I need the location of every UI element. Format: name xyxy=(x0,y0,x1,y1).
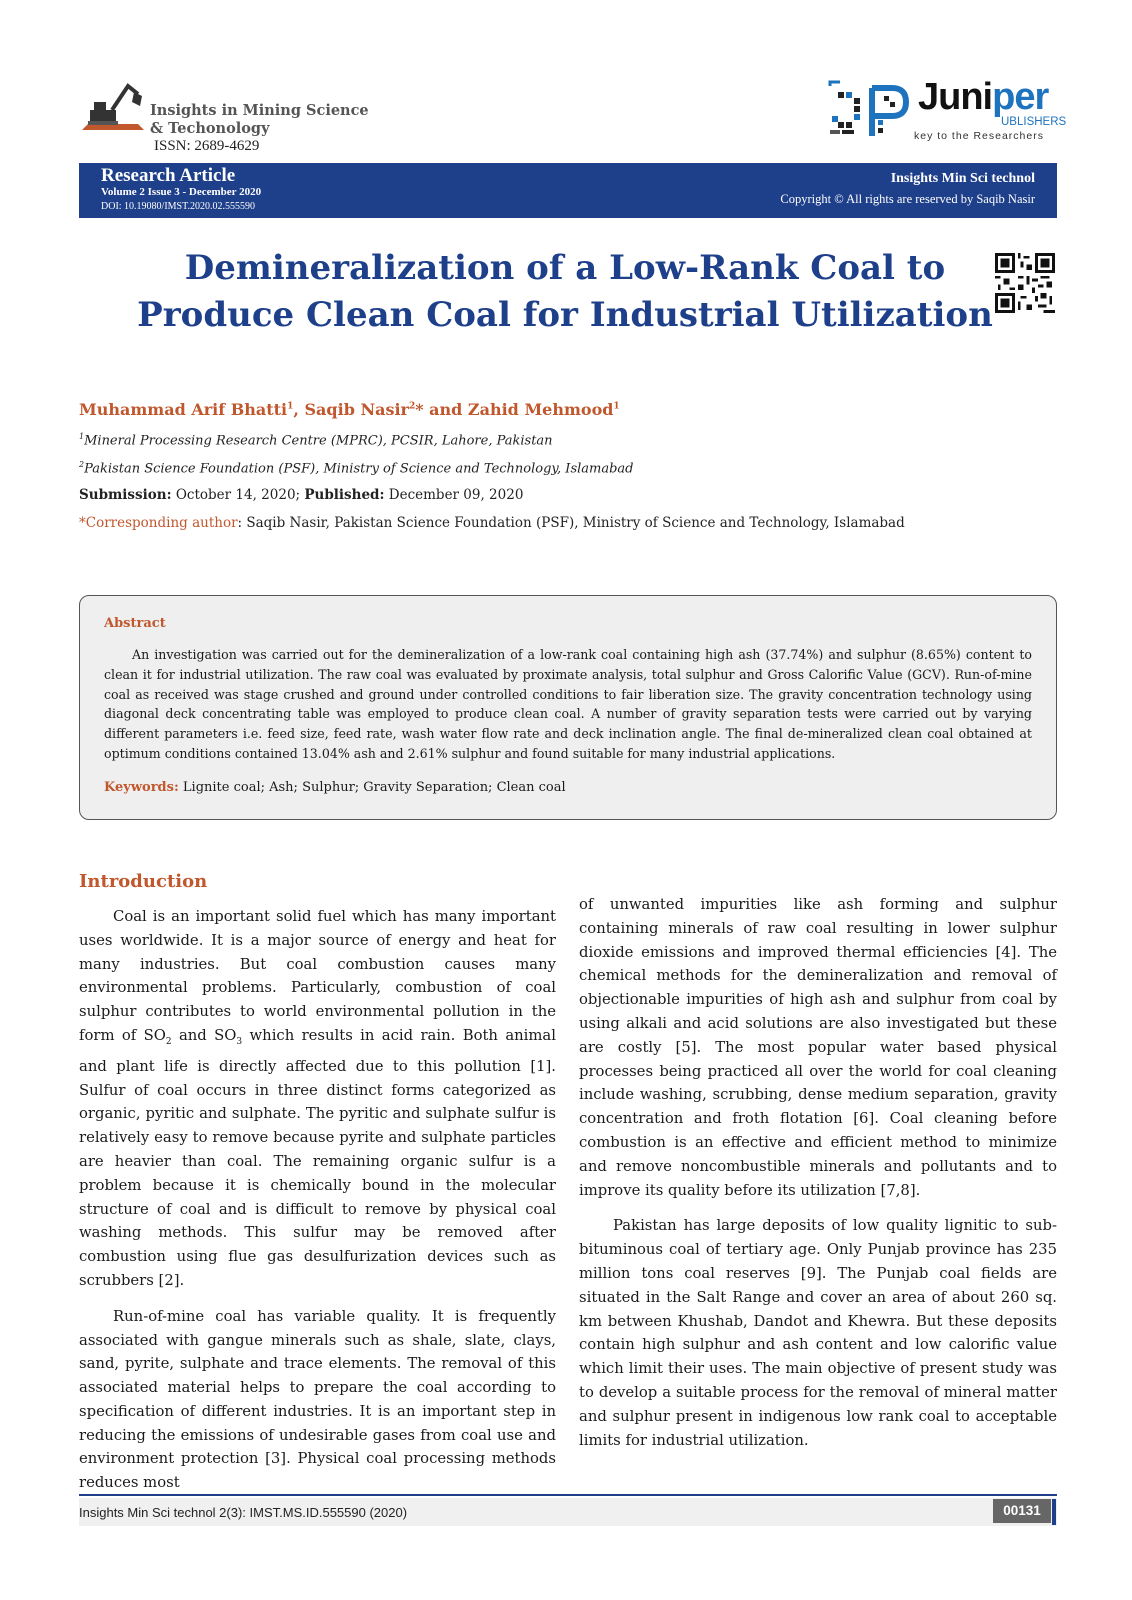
abstract-heading: Abstract xyxy=(104,616,166,631)
affiliation-2-text: Pakistan Science Foundation (PSF), Ministry of Science and Technology, Islamabad xyxy=(84,461,634,477)
published-date: December 09, 2020 xyxy=(384,487,524,503)
article-title xyxy=(120,245,1010,339)
title-line1: Demineralization of a Low-Rank Coal to xyxy=(184,248,946,288)
header-banner xyxy=(79,163,1057,218)
excavator-icon xyxy=(80,80,146,134)
abstract-text: An investigation was carried out for the demineralization of a low-rank coal containing high ash (37.74%) and sulphur (8.65%) content to clean it for industrial utilization. The raw coal was evaluated by proximate analysis, total sulphur and Gross Calorific Value (GCV). Run-of-mine coal as received was stage crushed and ground under controlled conditions to fair liberation size. The gravity concentration technology using diagonal deck concentrating table was employed to produce clean coal. A number of gravity separation tests were carried out by varying different parameters i.e. feed size, feed rate, wash water flow rate and deck inclination angle. The final de-mineralized clean coal obtained at optimum conditions contained 13.04% ash and 2.61% sulphur and found suitable for many industrial applications. xyxy=(104,647,1032,761)
keywords-text: Lignite coal; Ash; Sulphur; Gravity Separation; Clean coal xyxy=(178,780,566,795)
submission-label: Submission: xyxy=(79,487,172,503)
paragraph: Pakistan has large deposits of low quality lignitic to sub-bituminous coal of tertiary age. Only Punjab province has 235 million tons coal reserves [9]. The Punjab coal fields are situated in the Salt Range and cover an area of about 260 sq. km between Khushab, Dandot and Khewra. But these deposits contain high sulphur and ash content and low calorific value which limit their uses. The main objective of present study was to develop a suitable process for the removal of mineral matter and sulphur present in indigenous low rank coal to acceptable limits for industrial utilization. xyxy=(579,1217,1057,1449)
paragraph-text: and SO xyxy=(171,1026,237,1044)
title-line2: Produce Clean Coal for Industrial Utilization xyxy=(137,295,993,335)
subscript: 2 xyxy=(165,1036,172,1047)
affiliation-1-text: Mineral Processing Research Centre (MPRC), PCSIR, Lahore, Pakistan xyxy=(84,433,553,449)
author-3-sup: 1 xyxy=(613,401,620,412)
publisher-tagline: key to the Researchers xyxy=(914,130,1044,142)
affiliation-1 xyxy=(79,432,553,448)
publisher-sub: UBLISHERS xyxy=(1001,116,1067,128)
body-column-right xyxy=(579,893,1057,1464)
doi[interactable]: DOI: 10.19080/IMST.2020.02.555590 xyxy=(101,201,255,212)
journal-name-line1: Insights in Mining Science xyxy=(150,102,369,119)
paragraph-text: Coal is an important solid fuel which has many important uses worldwide. It is a major source of energy and heat for many industries. But coal combustion causes many environmental problems. Particularly, combustion of coal sulphur contributes to world environmental pollution in the form of SO xyxy=(79,908,556,1044)
publisher-name-b: per xyxy=(992,76,1049,118)
affiliation-2 xyxy=(79,460,634,476)
corresponding-label: *Corresponding author xyxy=(79,515,238,531)
paragraph: Run-of-mine coal has variable quality. It is frequently associated with gangue minerals such as shale, slate, clays, sand, pyrite, sulphate and trace elements. The removal of this associated material helps to prepare the coal according to specification of different industries. It is an important step in reducing the emissions of undesirable gases from coal use and environment protection [3]. Physical coal processing methods reduces most xyxy=(79,1307,556,1492)
footer-citation: Insights Min Sci technol 2(3): IMST.MS.ID.555590 (2020) xyxy=(79,1505,408,1520)
copyright: Copyright © All rights are reserved by Saqib Nasir xyxy=(780,192,1035,206)
corresponding-author xyxy=(79,515,905,531)
journal-short-name: Insights Min Sci technol xyxy=(890,171,1035,186)
footer-rule xyxy=(79,1494,1057,1496)
publisher-logo xyxy=(826,76,1067,146)
dates xyxy=(79,487,523,503)
author-1-sup: 1 xyxy=(287,401,294,412)
keywords xyxy=(104,780,566,795)
author-3: Zahid Mehmood xyxy=(467,400,614,419)
abstract-box xyxy=(79,595,1057,820)
author-sep: and xyxy=(423,400,468,419)
author-2-star: * xyxy=(415,400,424,419)
jp-logo-icon xyxy=(826,80,912,140)
paragraph-text: which results in acid rain. Both animal and plant life is directly affected due to this pollution [1]. Sulfur of coal occurs in three distinct forms categorized as organic, pyritic and sulphate. The pyritic and sulphate sulfur is relatively easy to remove because pyrite and sulphate particles are heavier than coal. The remaining organic sulfur is a problem because it is chemically bound in the molecular structure of coal and is difficult to remove by physical coal washing methods. This sulfur may be removed after combustion using flue gas desulfurization devices such as scrubbers [2]. xyxy=(79,1026,556,1289)
author-2: Saqib Nasir xyxy=(304,400,409,419)
published-label: Published: xyxy=(304,487,385,503)
qr-code-icon[interactable] xyxy=(995,253,1055,313)
keywords-label: Keywords: xyxy=(104,780,179,795)
author-sep: , xyxy=(293,400,305,419)
affiliation-2-sup: 2 xyxy=(79,460,85,469)
publisher-name-a: Juni xyxy=(918,76,993,118)
paragraph: of unwanted impurities like ash forming and sulphur containing minerals of raw coal resulting in lower sulphur dioxide emissions and improved thermal efficiencies [4]. The chemical methods for the demineralization and removal of objectionable impurities of high ash and sulphur from coal by using alkali and acid solutions are also investigated but these are costly [5]. The most popular water based physical processes being practiced all over the world for coal cleaning include washing, scrubbing, dense medium separation, gravity concentration and froth flotation [6]. Coal cleaning before combustion is an effective and efficient method to minimize and remove noncombustible minerals and pollutants and to improve its quality before its utilization [7,8]. xyxy=(579,896,1057,1199)
submission-date: October 14, 2020; xyxy=(171,487,305,503)
subscript: 3 xyxy=(236,1036,243,1047)
section-heading-introduction: Introduction xyxy=(79,871,208,892)
author-2-sup: 2 xyxy=(408,401,416,412)
corresponding-text: : Saqib Nasir, Pakistan Science Foundation (PSF), Ministry of Science and Technology, Islamabad xyxy=(237,515,905,531)
paragraph xyxy=(79,905,556,1293)
page-number-accent xyxy=(1052,1499,1056,1525)
journal-logo xyxy=(80,80,380,160)
journal-name xyxy=(150,102,369,138)
publisher-name xyxy=(918,76,1048,119)
body-column-left xyxy=(79,905,556,1507)
volume-issue: Volume 2 Issue 3 - December 2020 xyxy=(101,186,262,198)
page-number: 00131 xyxy=(993,1499,1051,1523)
author-list xyxy=(79,400,620,419)
journal-name-line2: & Techonology xyxy=(150,120,270,137)
author-1: Muhammad Arif Bhatti xyxy=(79,400,288,419)
article-type: Research Article xyxy=(101,165,236,186)
issn: ISSN: 2689-4629 xyxy=(154,138,260,154)
affiliation-1-sup: 1 xyxy=(79,432,85,441)
